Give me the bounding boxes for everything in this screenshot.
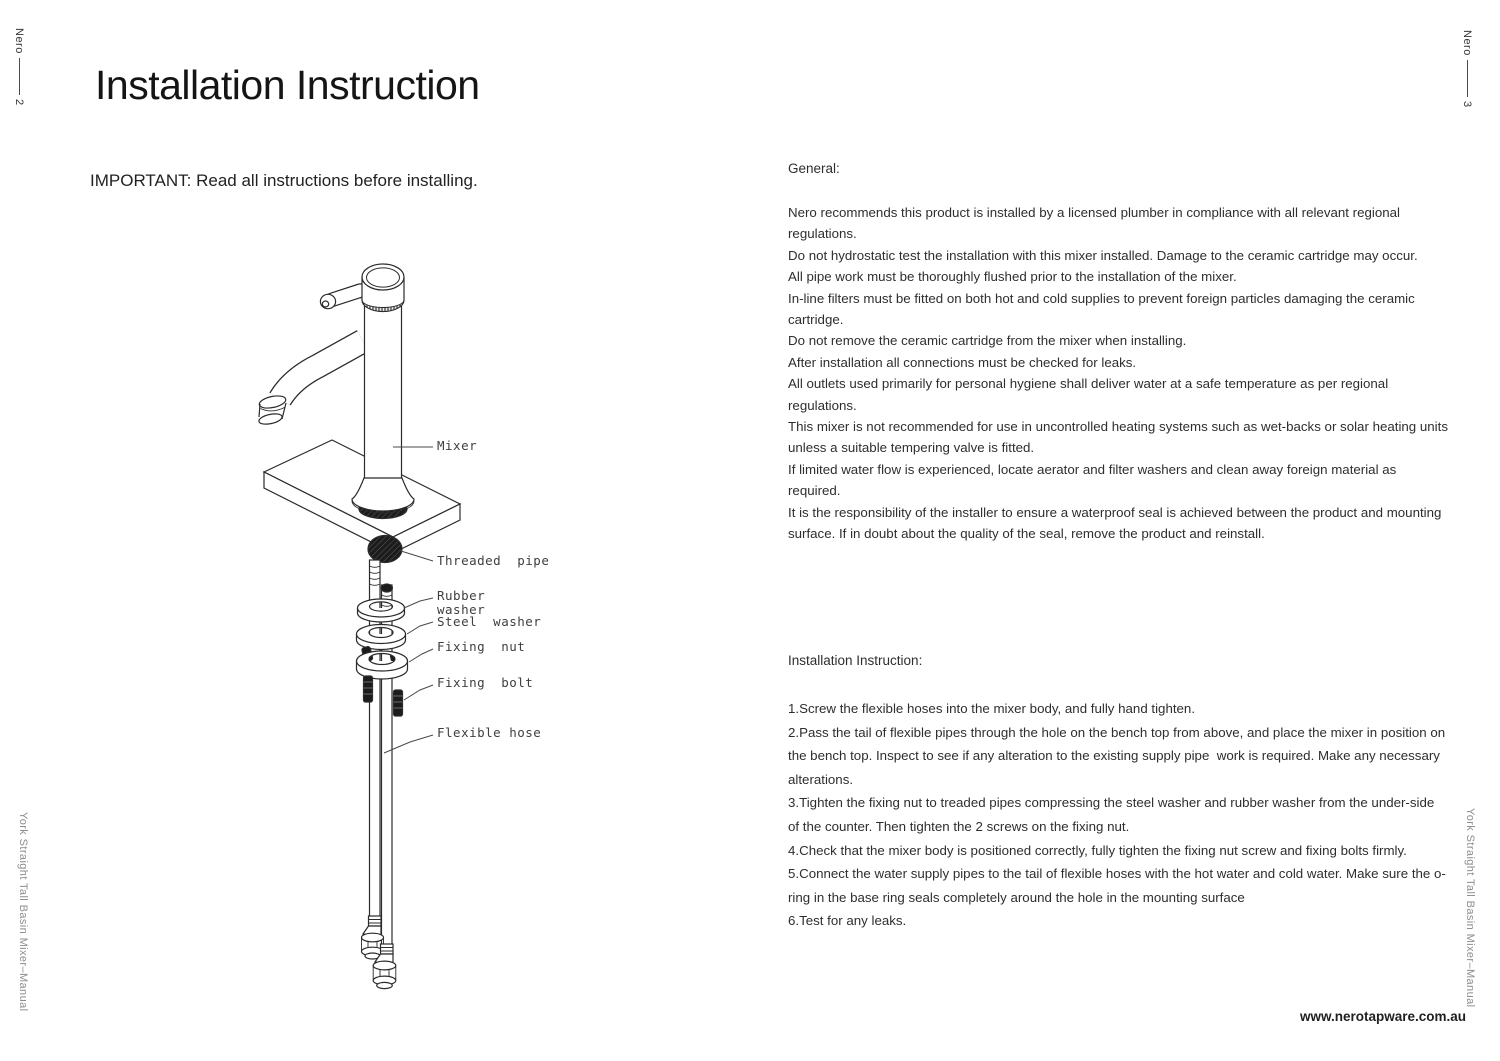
step-line: ring in the base ring seals completely around the hole in the mounting surface [788, 889, 1245, 905]
label-rubber-washer: Rubber [437, 588, 486, 603]
faucet-diagram [245, 255, 560, 1010]
step-line: 3.Tighten the fixing nut to treaded pipes compressing the steel washer and rubber washer from the under-side [788, 795, 1435, 811]
text-line: cartridge. [788, 312, 844, 328]
brand-vertical-left: Nero [13, 28, 25, 54]
brand-vertical-right: Nero [1461, 30, 1473, 56]
text-line: This mixer is not recommended for use in uncontrolled heating systems such as wet-backs or solar heating units [788, 419, 1448, 435]
step-line: 1.Screw the flexible hoses into the mixer body, and fully hand tighten. [788, 701, 1196, 716]
step-line: the bench top. Inspect to see if any alteration to the existing supply pipe work is required. Make any necessary [788, 748, 1440, 764]
faucet-linework [258, 264, 460, 989]
general-heading: General: [788, 161, 840, 176]
label-flexible-hose: Flexible hose [437, 725, 542, 740]
label-mixer: Mixer [437, 438, 478, 453]
text-line: All pipe work must be thoroughly flushed prior to the installation of the mixer. [788, 269, 1237, 285]
step-line: 4.Check that the mixer body is positioned correctly, fully tighten the fixing nut screw and fixing bolts firmly. [788, 842, 1407, 858]
text-line: If limited water flow is experienced, locate aerator and filter washers and clean away foreign material as [788, 461, 1397, 477]
text-line: required. [788, 483, 841, 499]
important-note: IMPORTANT: Read all instructions before installing. [90, 171, 478, 190]
install-steps [788, 697, 1446, 933]
page-number-left: 2 [13, 98, 25, 106]
step-line: of the counter. Then tighten the 2 screws on the fixing nut. [788, 818, 1130, 834]
text-line: It is the responsibility of the installer to ensure a waterproof seal is achieved between the product and mounting [788, 504, 1442, 520]
label-fixing-bolt: Fixing bolt [437, 675, 534, 690]
product-name-text: York Straight Tall Basin Mixer–Manual [1464, 808, 1476, 1008]
text-line: Do not remove the ceramic cartridge from the mixer when installing. [788, 333, 1187, 349]
website-url: www.nerotapware.com.au [1300, 1009, 1467, 1024]
spout [258, 341, 363, 426]
label-fixing-nut: Fixing nut [437, 639, 526, 654]
step-line: 6.Test for any leaks. [788, 913, 907, 929]
page-number-right: 3 [1461, 100, 1473, 108]
text-line: Nero recommends this product is installed by a licensed plumber in compliance with all relevant regional [788, 205, 1400, 220]
product-name-text: York Straight Tall Basin Mixer–Manual [17, 812, 29, 1012]
text-line: unless a suitable tempering valve is fitted. [788, 440, 1035, 456]
label-rubber-washer: washer [437, 602, 486, 617]
mixer-body [365, 300, 402, 480]
rubber-washer [357, 599, 404, 622]
label-threaded-pipe: Threaded pipe [437, 553, 550, 568]
text-line: regulations. [788, 226, 857, 242]
step-line: 2.Pass the tail of flexible pipes through the hole on the bench top from above, and place the mixer in position on [788, 724, 1446, 740]
install-heading: Installation Instruction: [788, 653, 923, 668]
base-flange [352, 478, 414, 519]
faucet-drawing [245, 255, 560, 1010]
product-name-vertical-left [17, 812, 29, 1011]
page-title: Installation Instruction [95, 62, 480, 108]
product-name-vertical-right [1464, 808, 1476, 1007]
text-line: In-line filters must be fitted on both hot and cold supplies to prevent foreign particles damaging the ceramic [788, 290, 1415, 306]
page3-edge-label [1461, 30, 1473, 107]
step-line: alterations. [788, 771, 854, 787]
text-line: regulations. [788, 397, 857, 413]
step-line: 5.Connect the water supply pipes to the tail of flexible hoses with the hot water and cold water. Make sure the o- [788, 866, 1446, 882]
label-steel-washer: Steel washer [437, 614, 542, 629]
cap [362, 264, 404, 312]
page2-edge-label [13, 28, 25, 105]
text-line: Do not hydrostatic test the installation with this mixer installed. Damage to the ceramic cartridge may occur. [788, 247, 1418, 263]
fixing-nut [357, 646, 408, 679]
underbench-fitting [368, 536, 402, 563]
text-line: All outlets used primarily for personal hygiene shall deliver water at a safe temperature as per regional [788, 376, 1389, 392]
text-line: surface. If in doubt about the quality of the seal, remove the product and reinstall. [788, 526, 1265, 542]
edge-rule-right [1467, 60, 1468, 97]
general-paragraph [788, 202, 1448, 545]
edge-rule-left [19, 58, 20, 95]
text-line: After installation all connections must be checked for leaks. [788, 354, 1137, 370]
